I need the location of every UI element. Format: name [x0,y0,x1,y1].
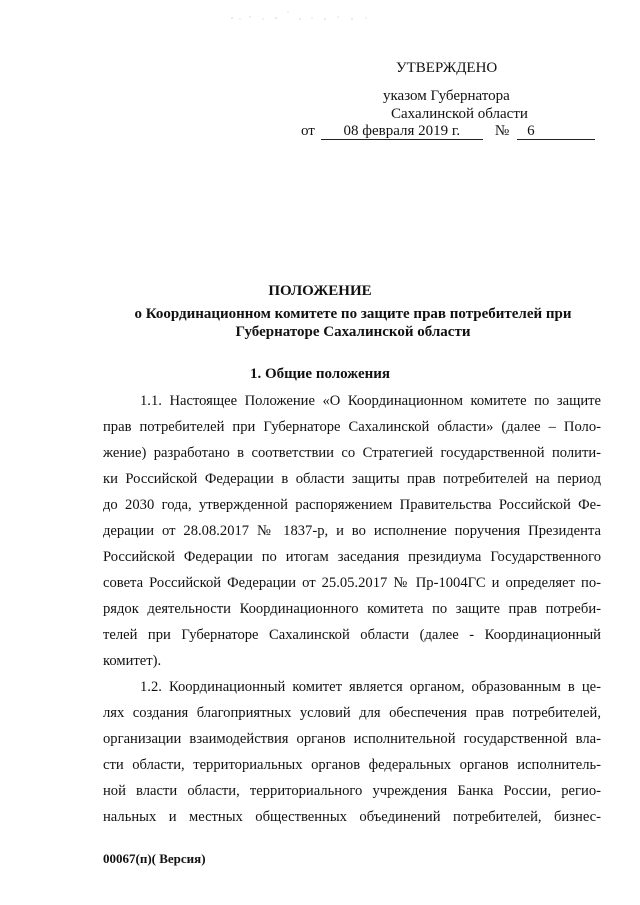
text-line: до 2030 года, утвержденной распоряжением Правительства Российской Фе- [103,497,601,513]
text-line: комитет). [103,653,162,669]
document-subtitle: о Координационном комитете по защите прав потребителей при Губернаторе Сахалинской области [134,306,572,340]
text-line: рядок деятельности Координационного комитета по защите прав потреби- [103,601,601,617]
text-line: 1.2. Координационный комитет является органом, образованным в це- [140,679,601,695]
text-line: дерации от 28.08.2017 № 1837-р, и во исполнение поручения Президента [103,523,601,539]
approval-by-decree: указом Губернатора [383,88,510,104]
text-line: ки Российской Федерации в области защиты прав потребителей на период [103,471,601,487]
text-line: организации взаимодействия органов исполнительной государственной вла- [103,731,601,747]
text-line: жение) разработано в соответствии со Стратегией государственной полити- [103,445,601,461]
approval-date-line [301,123,595,140]
text-line: прав потребителей при Губернаторе Сахалинской области» (далее – Поло- [103,419,601,435]
document-code: 00067(п)( Версия) [103,851,206,866]
text-line: телей при Губернаторе Сахалинской области (далее - Координационный [103,627,601,643]
scan-artifact [228,8,378,22]
text-line: 1.1. Настоящее Положение «О Координационном комитете по защите [140,393,601,409]
text-line: ной власти области, территориального учреждения Банка России, регио- [103,783,601,799]
paragraph-1-1 [103,388,601,674]
date-prefix: от [301,123,315,139]
text-line: нальных и местных общественных объединений потребителей, бизнес- [103,809,601,825]
text-line: совета Российской Федерации от 25.05.2017 № Пр-1004ГС и определяет по- [103,575,601,591]
text-line: сти области, территориальных органов федеральных органов исполнитель- [103,757,601,773]
approved-label: УТВЕРЖДЕНО [396,60,498,76]
approval-date: 08 февраля 2019 г. [321,124,483,140]
paragraph-1-2 [103,674,601,830]
approval-region: Сахалинской области [391,106,528,122]
text-line: Российской Федерации по итогам заседания президиума Государственного [103,549,601,565]
section-heading: 1. Общие положения [249,366,391,382]
text-line: лях создания благоприятных условий для обеспечения прав потребителей, [103,705,601,721]
number-label: № [494,123,510,139]
document-title: ПОЛОЖЕНИЕ [268,283,372,299]
decree-number: 6 [517,124,595,140]
